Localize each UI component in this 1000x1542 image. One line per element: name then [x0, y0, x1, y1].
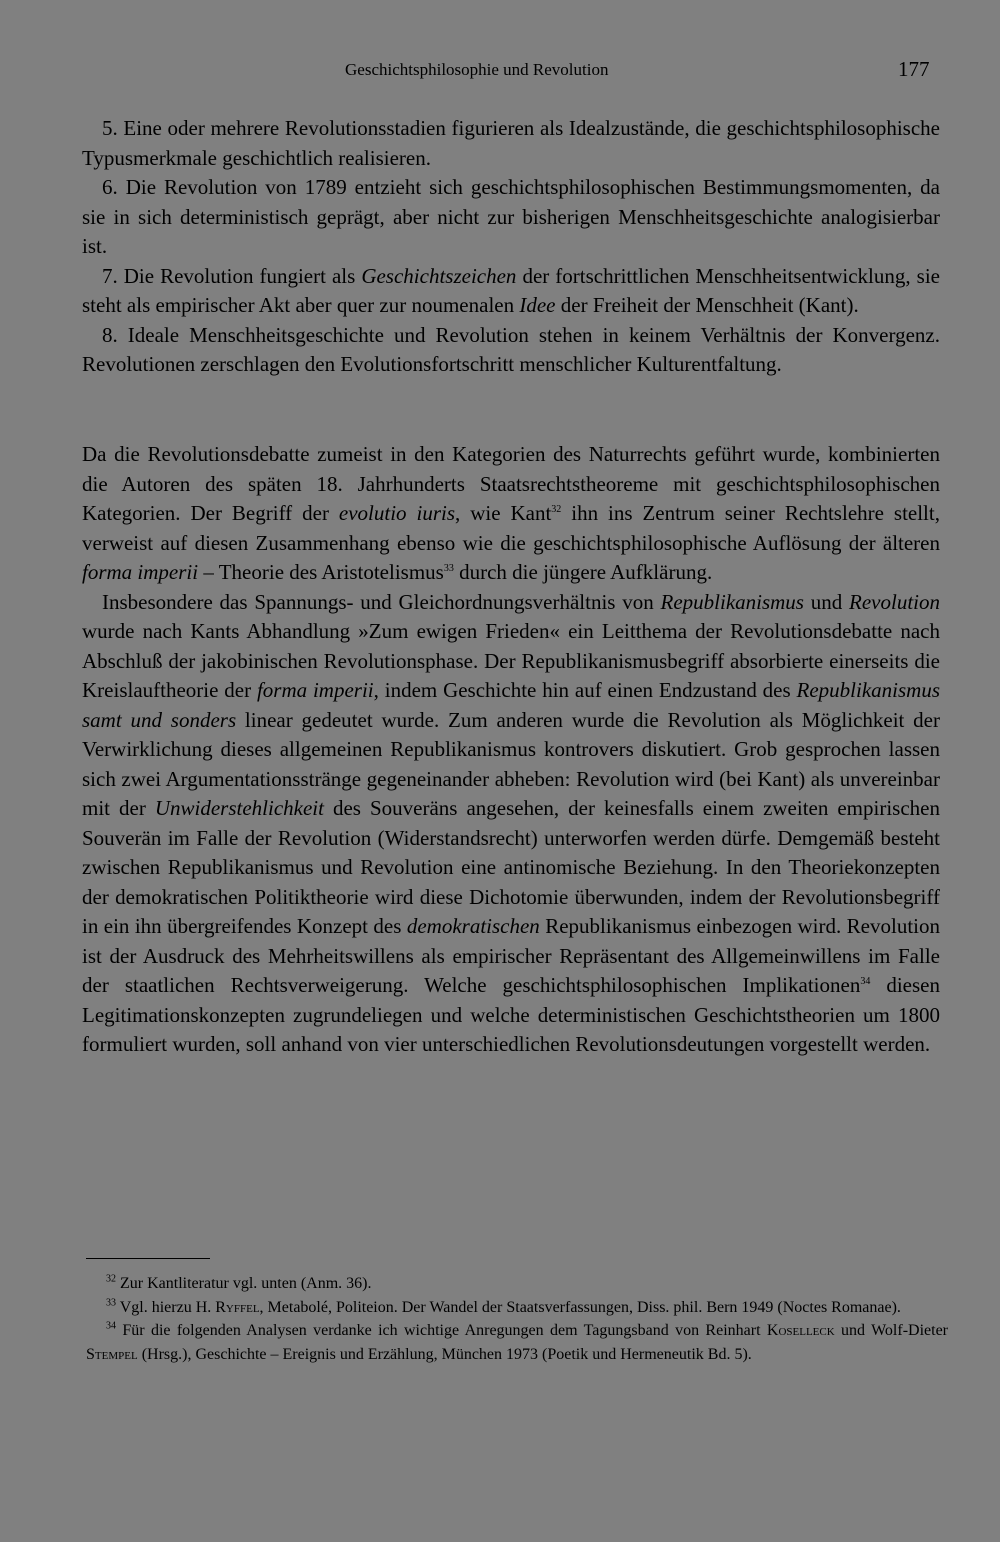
- list-item-6: 6. Die Revolution von 1789 entzieht sich geschichtsphilosophischen Bestimmungsmomenten, da sie in sich deterministisch geprägt, aber nicht zur bisherigen Menschheitsgeschichte analogisierbar ist.: [82, 175, 940, 258]
- emphasis: Geschichtszeichen: [361, 263, 517, 288]
- main-text: [82, 440, 940, 1060]
- emphasis: forma imperii: [256, 678, 374, 702]
- list-item-5: 5. Eine oder mehrere Revolutionsstadien figurieren als Idealzustände, die geschichtsphilosophische Typusmerkmale geschichtlich realisieren.: [82, 116, 940, 170]
- author-name: Koselleck: [766, 1322, 835, 1339]
- emphasis: forma imperii: [82, 560, 199, 584]
- emphasis: Idee: [519, 293, 556, 317]
- author-name: Ryffel: [215, 1298, 260, 1316]
- emphasis: Republikanismus samt und sonders: [82, 678, 940, 732]
- running-header: Geschichtsphilosophie und Revolution: [345, 60, 609, 79]
- emphasis: demokratischen: [406, 914, 540, 938]
- footnote-32: $^{32}$ Zur Kantliteratur vgl. unten (Anm. 36).: [106, 1273, 372, 1292]
- paragraph-1: Da die Revolutionsdebatte zumeist in den Kategorien des Naturrechts geführt wurde, kombinierten die Autoren des späten 18. Jahrhunderts Staatsrechtstheoreme mit geschichtsphilosophischen Kategorien. Der Begriff der evolutio iuris, wie Kant$^{32}$ ihn ins Zentrum seiner Rechtslehre stellt, verweist auf diesen Zusammenhang ebenso wie die geschichtsphilosophische Auflösung der älteren forma imperii – Theorie des Aristotelismus$^{33}$ durch die jüngere Aufklärung.: [82, 442, 940, 584]
- page-number: 177: [898, 57, 930, 81]
- footnote-ref-34: 34: [860, 976, 871, 987]
- emphasis: Republikanismus: [660, 589, 804, 614]
- emphasis: Unwiderstehlichkeit: [154, 796, 324, 820]
- list-item-7: 7. Die Revolution fungiert als Geschichtszeichen der fortschrittlichen Menschheitsentwicklung, sie steht als empirischer Akt aber quer zur noumenalen Idee der Freiheit der Menschheit (Kant).: [82, 263, 940, 317]
- footnote-33: $^{33}$ Vgl. hierzu H. Ryffel, Metabolé, Politeion. Der Wandel der Staatsverfassungen, Diss. phil. Bern 1949 (Noctes Romanae).: [106, 1297, 901, 1316]
- footnote-ref-33: 33: [443, 563, 454, 574]
- paragraph-2: Insbesondere das Spannungs- und Gleichordnungsverhältnis von Republikanismus und Revolution wurde nach Kants Abhandlung »Zum ewigen Frieden« ein Leitthema der Revolutionsdebatte nach Abschluß der jakobinischen Revolutionsphase. Der Republikanismusbegriff absorbierte einerseits die Kreislauftheorie der forma imperii, indem Geschichte hin auf einen Endzustand des Republikanismus samt und sonders linear gedeutet wurde. Zum anderen wurde die Revolution als Möglichkeit der Verwirklichung dieses allgemeinen Republikanismus kontrovers diskutiert. Grob gesprochen lassen sich zwei Argumentationsstränge gegeneinander abheben: Revolution wird (bei Kant) als unvereinbar mit der Unwiderstehlichkeit des Souveräns angesehen, der keinesfalls einem zweiten empirischen Souverän im Falle der Revolution (Widerstandsrecht) unterworfen werden dürfe. Demgemäß besteht zwischen Republikanismus und Revolution eine antinomische Beziehung. In den Theoriekonzepten der demokratischen Politiktheorie wird diese Dichotomie überwunden, indem der Revolutionsbegriff in ein ihn übergreifendes Konzept des demokratischen Republikanismus einbezogen wird. Revolution ist der Ausdruck des Mehrheitswillens als empirischer Repräsentant des Allgemeinwillens im Falle der staatlichen Rechtsverweigerung. Welche geschichtsphilosophischen Implikationen$^{34}$ diesen Legitimationskonzepten zugrundeliegen und welche deterministischen Geschichtstheorien um 1800 formuliert wurden, soll anhand von vier unterschiedlichen Revolutionsdeutungen vorgestellt werden.: [82, 589, 940, 1056]
- list-item-8: 8. Ideale Menschheitsgeschichte und Revolution stehen in keinem Verhältnis der Konvergenz. Revolutionen zerschlagen den Evolutionsfortschritt menschlicher Kulturentfaltung.: [82, 322, 940, 376]
- author-name: Stempel: [86, 1345, 138, 1363]
- footnote-34: $^{34}$ Für die folgenden Analysen verdanke ich wichtige Anregungen dem Tagungsband von Reinhart Koselleck und Wolf-Dieter Stempel (Hrsg.), Geschichte – Ereignis und Erzählung, München 1973 (Poetik und Hermeneutik Bd. 5).: [86, 1320, 948, 1363]
- footnote-ref-32: 32: [551, 504, 562, 515]
- emphasis: evolutio iuris: [338, 501, 455, 525]
- footnotes: [86, 1272, 948, 1366]
- numbered-list: [82, 114, 940, 380]
- emphasis: Revolution: [849, 589, 940, 614]
- footnote-divider: [86, 1258, 210, 1259]
